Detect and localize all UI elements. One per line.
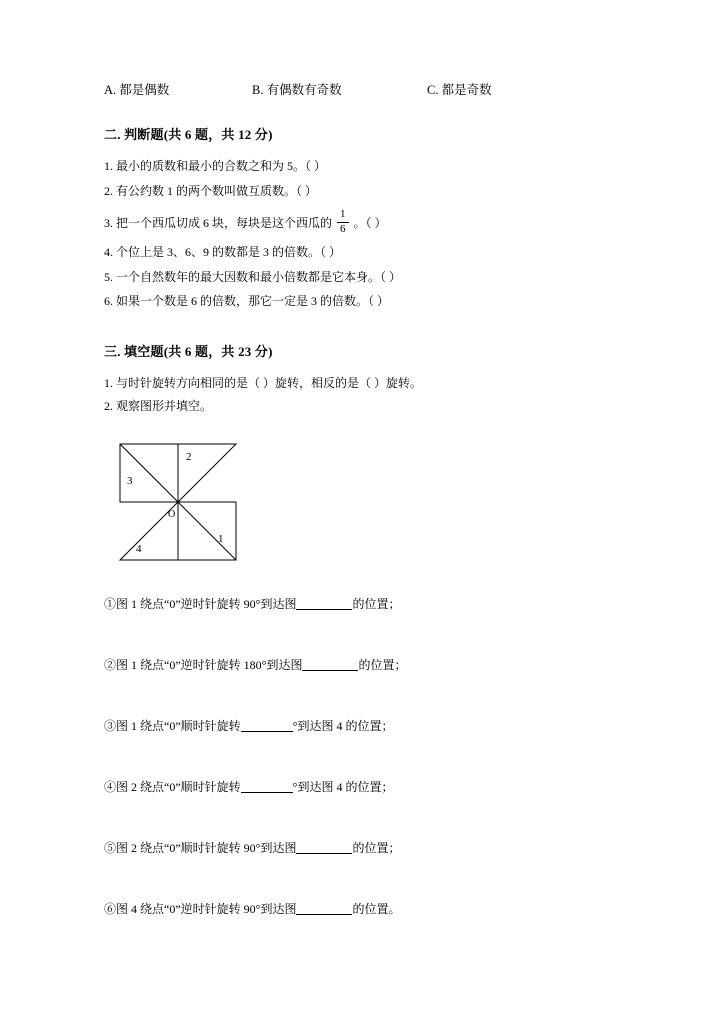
sub-question-2-pre: ②图 1 绕点“0”逆时针旋转 180°到达图 bbox=[104, 658, 303, 673]
answer-blank-3[interactable] bbox=[241, 731, 293, 732]
svg-text:3: 3 bbox=[127, 475, 133, 488]
sub-question-4-post: °到达图 4 的位置； bbox=[292, 780, 394, 795]
choice-option-a: A. 都是偶数 bbox=[104, 83, 170, 97]
svg-text:4: 4 bbox=[136, 543, 142, 556]
answer-blank-2[interactable] bbox=[302, 670, 358, 671]
section-fill-blank-heading: 三. 填空题(共 6 题，共 23 分) bbox=[104, 344, 273, 360]
choices-row bbox=[104, 80, 616, 98]
sub-question-4-pre: ④图 2 绕点“0”顺时针旋转 bbox=[104, 780, 241, 795]
sub-question-1 bbox=[104, 595, 616, 612]
pinwheel-svg bbox=[110, 434, 290, 564]
svg-text:2: 2 bbox=[186, 451, 192, 464]
answer-blank-6[interactable] bbox=[296, 914, 352, 915]
sub-question-1-post: 的位置； bbox=[352, 597, 401, 612]
answer-blank-1[interactable] bbox=[296, 609, 352, 610]
judgement-item-5: 5. 一个自然数年的最大因数和最小倍数都是它本身。（ ） bbox=[104, 269, 402, 284]
pinwheel-figure bbox=[104, 434, 616, 569]
section-fill-blank bbox=[104, 341, 616, 917]
choice-option-b: B. 有偶数有奇数 bbox=[252, 83, 342, 97]
fill-item-2: 2. 观察图形并填空。 bbox=[104, 399, 213, 414]
fraction-denominator: 6 bbox=[337, 222, 349, 236]
judgement-item-1: 1. 最小的质数和最小的合数之和为 5。（ ） bbox=[104, 159, 327, 173]
judgement-item-2: 2. 有公约数 1 的两个数叫做互质数。（ ） bbox=[104, 183, 318, 198]
sub-question-5-pre: ⑤图 2 绕点“0”顺时针旋转 90°到达图 bbox=[104, 841, 297, 856]
sub-question-3 bbox=[104, 717, 616, 734]
sub-question-4 bbox=[104, 778, 616, 795]
sub-question-5-post: 的位置； bbox=[352, 841, 401, 856]
sub-question-3-post: °到达图 4 的位置； bbox=[292, 719, 394, 734]
choice-option-c: C. 都是奇数 bbox=[427, 83, 492, 97]
judgement-item-3 bbox=[104, 209, 616, 235]
svg-text:O: O bbox=[168, 509, 176, 521]
judgement-item-6: 6. 如果一个数是 6 的倍数，那它一定是 3 的倍数。（ ） bbox=[104, 294, 390, 309]
svg-text:1: 1 bbox=[218, 533, 224, 546]
fraction-numerator: 1 bbox=[340, 208, 346, 221]
answer-blank-5[interactable] bbox=[296, 853, 352, 854]
fill-item-1: 1. 与时针旋转方向相同的是（ ）旋转，相反的是（ ）旋转。 bbox=[104, 376, 423, 391]
fraction-one-sixth bbox=[337, 209, 349, 235]
section-judgement bbox=[104, 124, 616, 311]
sub-question-1-pre: ①图 1 绕点“0”逆时针旋转 90°到达图 bbox=[104, 597, 297, 612]
sub-question-6-post: 的位置。 bbox=[352, 902, 401, 917]
sub-question-5 bbox=[104, 839, 616, 856]
sub-question-2 bbox=[104, 656, 616, 673]
sub-question-2-post: 的位置； bbox=[358, 658, 407, 673]
sub-question-6 bbox=[104, 900, 616, 917]
sub-question-3-pre: ③图 1 绕点“0”顺时针旋转 bbox=[104, 719, 241, 734]
answer-blank-4[interactable] bbox=[241, 792, 293, 793]
judgement-item-3-pre: 3. 把一个西瓜切成 6 块，每块是这个西瓜的 bbox=[104, 215, 333, 230]
judgement-item-4: 4. 个位上是 3、6、9 的数都是 3 的倍数。（ ） bbox=[104, 245, 342, 260]
judgement-item-3-post: 。（ ） bbox=[353, 215, 387, 230]
section-judgement-heading: 二. 判断题(共 6 题，共 12 分) bbox=[104, 127, 273, 142]
sub-question-6-pre: ⑥图 4 绕点“0”逆时针旋转 90°到达图 bbox=[104, 902, 297, 917]
